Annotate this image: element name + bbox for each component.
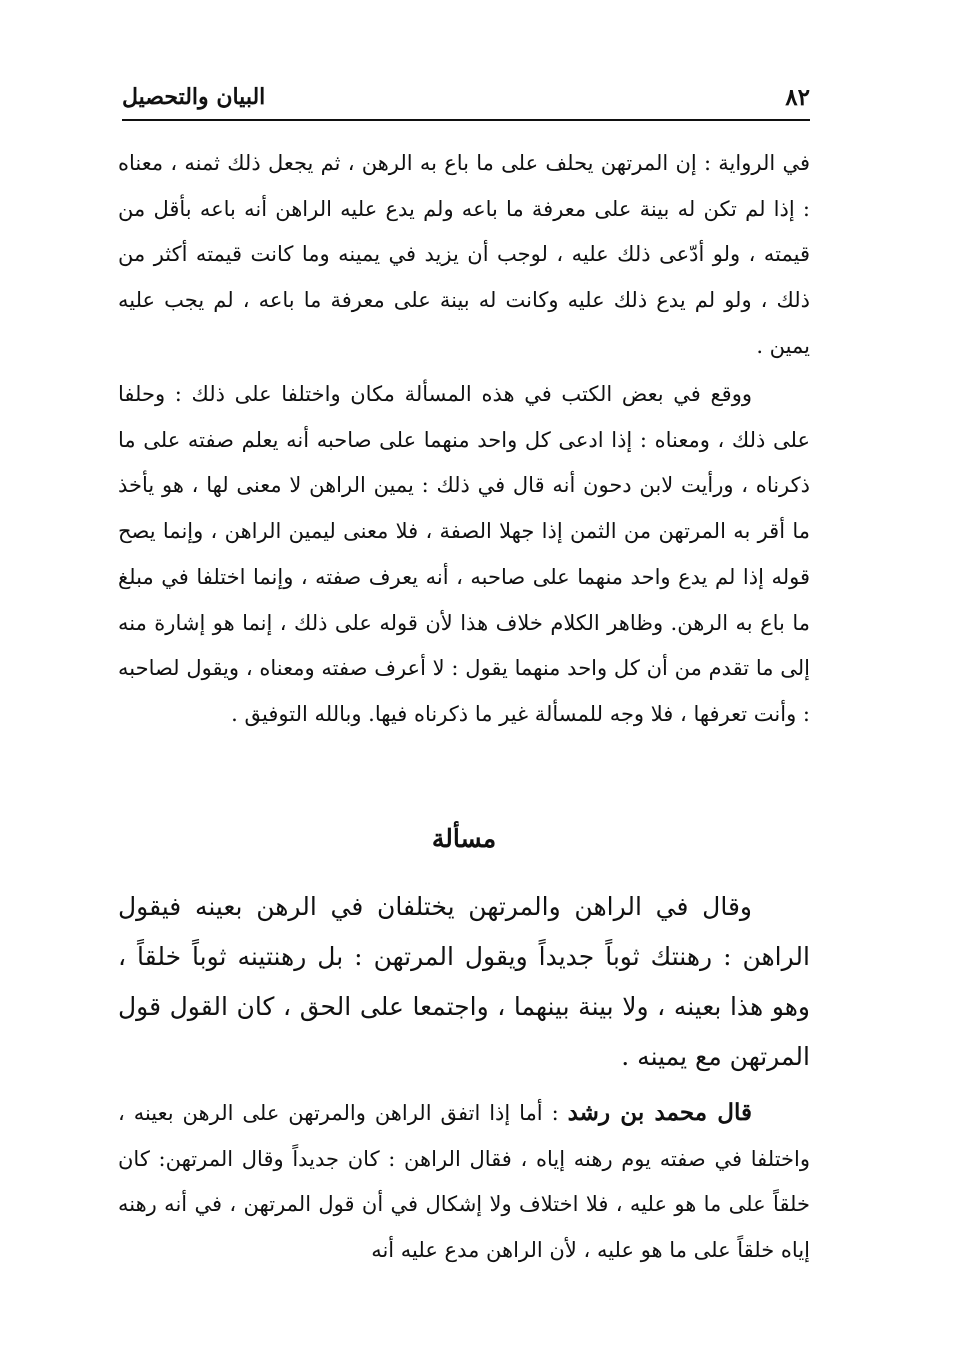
- paragraph-4-text: : أما إذا اتفق الراهن والمرتهن على الرهن بعينه ، واختلفا في صفته يوم رهنه إياه ، فقال الراهن : كان جديداً وقال المرتهن: كان خلقاً على ما هو عليه ، فلا اختلاف ولا إشكال في أن قول المرتهن ، في أنه رهنه إياه خلقاً على ما هو عليه ، لأن الراهن مدع عليه أنه: [118, 1101, 810, 1262]
- section-heading: مسألة: [431, 824, 497, 853]
- running-title: البيان والتحصيل: [122, 84, 266, 110]
- paragraph-2: ووقع في بعض الكتب في هذه المسألة مكان واختلفا على ذلك : وحلفا على ذلك ، ومعناه : إذا ادعى كل واحد منهما على صاحبه أنه يعلم صفته على ما ذكرناه ، ورأيت لابن دحون أنه قال في ذلك : يمين الراهن لا معنى لها ، هو يأخذ ما أقر به المرتهن من الثمن إذا جهلا الصفة ، فلا معنى ليمين الراهن ، وإنما يصح قوله إذا لم يدع واحد منهما على صاحبه ، أنه يعرف صفته ، وإنما اختلفا في مبلغ ما باع به الرهن. وظاهر الكلام خلاف هذا لأن قوله على ذلك ، إنما هو إشارة منه إلى ما تقدم من أن كل واحد منهما يقول : لا أعرف صفته ومعناه ، ويقول لصاحبه : وأنت تعرفها ، فلا وجه للمسألة غير ما ذكرناه فيها. وبالله التوفيق .: [118, 382, 810, 726]
- paragraph-3: وقال في الراهن والمرتهن يختلفان في الرهن بعينه فيقول الراهن : رهنتك ثوباً جديداً ويقول المرتهن : بل رهنتينه ثوباً خلقاً ، وهو هذا بعينه ، ولا بينة بينهما ، واجتمعا على الحق ، كان القول قول المرتهن مع يمينه .: [118, 892, 810, 1071]
- paragraph-1: في الرواية : إن المرتهن يحلف على ما باع به الرهن ، ثم يجعل ذلك ثمنه ، معناه : إذا لم تكن له بينة على معرفة ما باعه ولم يدع عليه الراهن أنه باعه بأقل من قيمته ، ولو أدّعى ذلك عليه ، لوجب أن يزيد في يمينه وما كانت قيمته أكثر من ذلك ، ولو لم يدع ذلك عليه وكانت له بينة على معرفة ما باعه ، لم يجب عليه يمين .: [118, 151, 810, 358]
- header-divider: [122, 119, 810, 121]
- speaker-name: قال محمد بن رشد: [567, 1099, 752, 1126]
- page-number: ٨٢: [785, 84, 810, 111]
- paragraph-4: [118, 1090, 810, 1273]
- page-header: [122, 84, 810, 118]
